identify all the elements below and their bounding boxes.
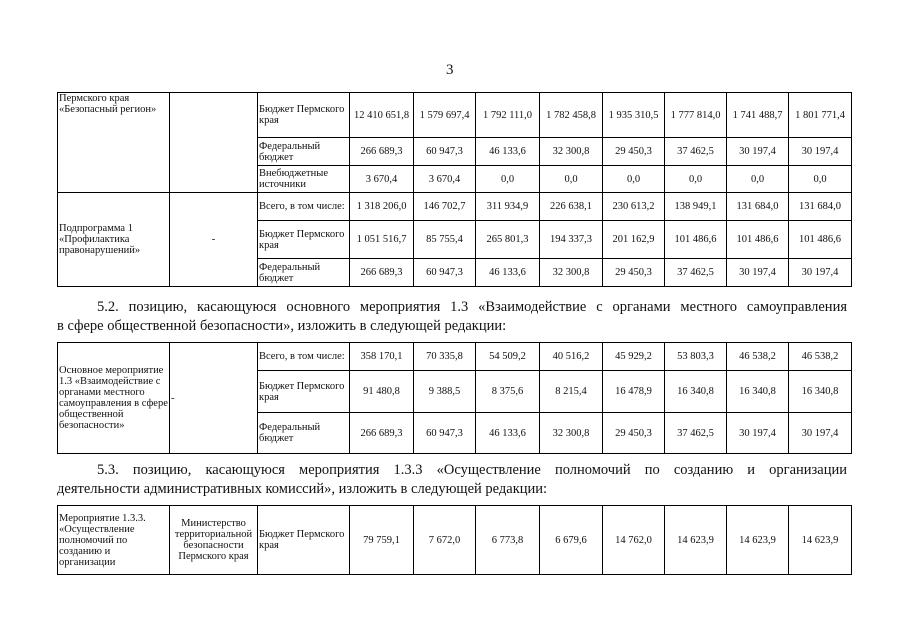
- funding-source-cell: Внебюджетные источники: [258, 166, 350, 193]
- value-cell: 16 340,8: [789, 371, 852, 413]
- value-cell: 1 318 206,0: [350, 193, 414, 221]
- value-cell: 85 755,4: [414, 221, 476, 259]
- budget-table-activity: [57, 505, 852, 575]
- funding-source-cell: Федеральный бюджет: [258, 259, 350, 287]
- value-cell: 101 486,6: [789, 221, 852, 259]
- value-cell: 194 337,3: [540, 221, 603, 259]
- value-cell: 8 375,6: [476, 371, 540, 413]
- value-cell: 0,0: [727, 166, 789, 193]
- budget-table-main-activity: [57, 342, 852, 454]
- value-cell: 46 133,6: [476, 413, 540, 454]
- subprogram-name-cell: Подпрограмма 1 «Профилактика правонарушений»: [58, 193, 170, 287]
- value-cell: 32 300,8: [540, 413, 603, 454]
- value-cell: 46 133,6: [476, 259, 540, 287]
- value-cell: 138 949,1: [665, 193, 727, 221]
- value-cell: 46 538,2: [727, 343, 789, 371]
- value-cell: 14 623,9: [727, 506, 789, 575]
- value-cell: 79 759,1: [350, 506, 414, 575]
- executor-cell: Министерство территориальной безопасности Пермского края: [170, 506, 258, 575]
- funding-source-cell: Бюджет Пермского края: [258, 506, 350, 575]
- value-cell: 358 170,1: [350, 343, 414, 371]
- paragraph-5-2: [57, 298, 847, 336]
- executor-cell: -: [170, 193, 258, 287]
- value-cell: 1 792 111,0: [476, 93, 540, 138]
- value-cell: 60 947,3: [414, 413, 476, 454]
- value-cell: 29 450,3: [603, 413, 665, 454]
- value-cell: 6 679,6: [540, 506, 603, 575]
- value-cell: 54 509,2: [476, 343, 540, 371]
- page-number: 3: [446, 62, 454, 78]
- value-cell: 0,0: [603, 166, 665, 193]
- executor-cell: [170, 93, 258, 193]
- value-cell: 37 462,5: [665, 259, 727, 287]
- value-cell: 30 197,4: [727, 413, 789, 454]
- table-row: [58, 193, 852, 221]
- program-name-cell: Пермского края «Безопасный регион»: [58, 93, 170, 193]
- value-cell: 12 410 651,8: [350, 93, 414, 138]
- value-cell: 101 486,6: [665, 221, 727, 259]
- value-cell: 32 300,8: [540, 259, 603, 287]
- value-cell: 131 684,0: [789, 193, 852, 221]
- value-cell: 29 450,3: [603, 259, 665, 287]
- value-cell: 8 215,4: [540, 371, 603, 413]
- paragraph-line: деятельности административных комиссий», изложить в следующей редакции:: [57, 481, 548, 497]
- funding-source-cell: Федеральный бюджет: [258, 138, 350, 166]
- value-cell: 16 340,8: [727, 371, 789, 413]
- value-cell: 30 197,4: [727, 259, 789, 287]
- value-cell: 14 762,0: [603, 506, 665, 575]
- funding-source-cell: Всего, в том числе:: [258, 193, 350, 221]
- value-cell: 9 388,5: [414, 371, 476, 413]
- value-cell: 266 689,3: [350, 413, 414, 454]
- value-cell: 7 672,0: [414, 506, 476, 575]
- value-cell: 14 623,9: [665, 506, 727, 575]
- funding-source-cell: Бюджет Пермского края: [258, 221, 350, 259]
- paragraph-line: 5.2. позицию, касающуюся основного мероприятия 1.3 «Взаимодействие с органами местного самоуправления: [97, 299, 847, 315]
- value-cell: 30 197,4: [789, 138, 852, 166]
- value-cell: 14 623,9: [789, 506, 852, 575]
- funding-source-cell: Федеральный бюджет: [258, 413, 350, 454]
- value-cell: 131 684,0: [727, 193, 789, 221]
- value-cell: 0,0: [540, 166, 603, 193]
- value-cell: 45 929,2: [603, 343, 665, 371]
- value-cell: 29 450,3: [603, 138, 665, 166]
- paragraph-line: в сфере общественной безопасности», изложить в следующей редакции:: [57, 318, 507, 334]
- value-cell: 53 803,3: [665, 343, 727, 371]
- value-cell: 1 051 516,7: [350, 221, 414, 259]
- value-cell: 201 162,9: [603, 221, 665, 259]
- activity-name-cell: Мероприятие 1.3.3. «Осуществление полномочий по созданию и организации: [58, 506, 170, 575]
- value-cell: 1 801 771,4: [789, 93, 852, 138]
- value-cell: 3 670,4: [350, 166, 414, 193]
- value-cell: 60 947,3: [414, 138, 476, 166]
- value-cell: 46 133,6: [476, 138, 540, 166]
- value-cell: 226 638,1: [540, 193, 603, 221]
- value-cell: 70 335,8: [414, 343, 476, 371]
- funding-source-cell: Бюджет Пермского края: [258, 93, 350, 138]
- value-cell: 101 486,6: [727, 221, 789, 259]
- value-cell: 30 197,4: [789, 413, 852, 454]
- value-cell: 40 516,2: [540, 343, 603, 371]
- value-cell: 60 947,3: [414, 259, 476, 287]
- main-activity-name-cell: Основное мероприятие 1.3 «Взаимодействие с органами местного самоуправления в сфере общественной безопасности»: [58, 343, 170, 454]
- executor-cell: -: [170, 343, 258, 454]
- value-cell: 16 340,8: [665, 371, 727, 413]
- budget-table-program: [57, 92, 852, 287]
- value-cell: 46 538,2: [789, 343, 852, 371]
- value-cell: 16 478,9: [603, 371, 665, 413]
- value-cell: 230 613,2: [603, 193, 665, 221]
- value-cell: 37 462,5: [665, 413, 727, 454]
- value-cell: 91 480,8: [350, 371, 414, 413]
- value-cell: 0,0: [476, 166, 540, 193]
- paragraph-5-3: [57, 461, 847, 499]
- table-row: [58, 93, 852, 138]
- paragraph-line: 5.3. позицию, касающуюся мероприятия 1.3.3 «Осуществление полномочий по созданию и организации: [97, 462, 847, 478]
- value-cell: 266 689,3: [350, 259, 414, 287]
- value-cell: 32 300,8: [540, 138, 603, 166]
- value-cell: 146 702,7: [414, 193, 476, 221]
- value-cell: 1 782 458,8: [540, 93, 603, 138]
- value-cell: 1 935 310,5: [603, 93, 665, 138]
- value-cell: 265 801,3: [476, 221, 540, 259]
- value-cell: 30 197,4: [727, 138, 789, 166]
- value-cell: 311 934,9: [476, 193, 540, 221]
- funding-source-cell: Всего, в том числе:: [258, 343, 350, 371]
- value-cell: 37 462,5: [665, 138, 727, 166]
- table-row: [58, 506, 852, 575]
- value-cell: 266 689,3: [350, 138, 414, 166]
- value-cell: 30 197,4: [789, 259, 852, 287]
- value-cell: 0,0: [789, 166, 852, 193]
- table-row: [58, 343, 852, 371]
- value-cell: 0,0: [665, 166, 727, 193]
- value-cell: 3 670,4: [414, 166, 476, 193]
- value-cell: 1 579 697,4: [414, 93, 476, 138]
- value-cell: 1 741 488,7: [727, 93, 789, 138]
- value-cell: 6 773,8: [476, 506, 540, 575]
- value-cell: 1 777 814,0: [665, 93, 727, 138]
- funding-source-cell: Бюджет Пермского края: [258, 371, 350, 413]
